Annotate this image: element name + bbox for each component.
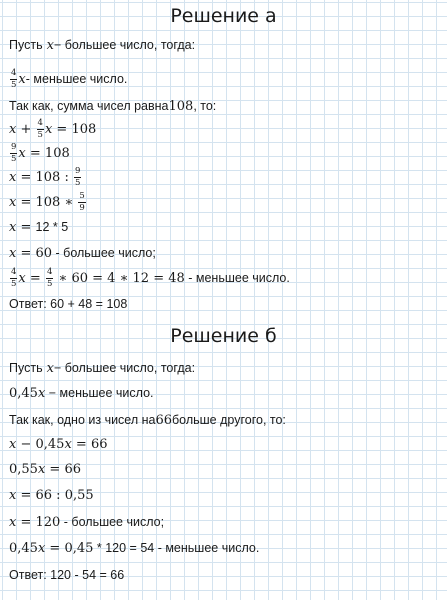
a9-text: - большее число; — [52, 246, 156, 260]
b-line-2 — [9, 381, 154, 405]
a10-num-2: 4 — [46, 266, 53, 277]
a10-text: - меньшее число. — [184, 271, 290, 285]
a3-text-1: Так как, сумма чисел равна — [9, 99, 169, 113]
a2-var: x — [18, 71, 26, 87]
a-line-3 — [9, 94, 216, 118]
b8-coef: 0,45 — [9, 540, 38, 556]
a4-eq: = 108 — [52, 121, 97, 137]
a6-num: 9 — [74, 165, 81, 176]
b4-var-a: x — [9, 436, 17, 452]
b3-number: 66 — [155, 412, 173, 428]
a2-den: 5 — [11, 79, 17, 90]
a8-eq: = — [16, 219, 36, 235]
b-line-1 — [9, 356, 195, 380]
a-line-8 — [9, 215, 68, 239]
b-line-6 — [9, 483, 94, 507]
b1-var: x — [46, 360, 54, 376]
a10-rest: ∗ 60 = 4 ∗ 12 = 48 — [54, 270, 185, 286]
a1-text-2: − большее число, тогда: — [53, 38, 196, 52]
section-b-title: Решение б — [170, 325, 277, 347]
a10-den-1: 5 — [11, 278, 17, 289]
a4-den: 5 — [37, 129, 43, 140]
b1-text-2: − большее число, тогда: — [53, 361, 196, 375]
b3-text-1: Так как, одно из чисел на — [9, 413, 156, 427]
b5-var: x — [37, 461, 46, 477]
b4-mid: − 0,45 — [16, 436, 65, 452]
b-line-8 — [9, 536, 259, 560]
a4-var-b: x — [44, 121, 53, 137]
b2-var: x — [37, 385, 46, 401]
a7-var: x — [9, 194, 17, 210]
b1-text-1: Пусть — [9, 361, 43, 375]
a6-fraction — [74, 167, 81, 188]
a5-num: 9 — [11, 141, 17, 152]
a10-fraction-1 — [10, 268, 17, 289]
b9-answer: Ответ: 120 - 54 = 66 — [9, 568, 125, 582]
a5-den: 5 — [11, 153, 17, 164]
a4-var-a: x — [9, 121, 17, 137]
b8-var: x — [37, 540, 46, 556]
b5-coef: 0,55 — [9, 461, 38, 477]
a9-var: x — [9, 245, 17, 261]
a3-number: 108 — [168, 98, 194, 114]
b7-text: - большее число; — [60, 515, 165, 529]
a11-answer: Ответ: 60 + 48 = 108 — [9, 297, 128, 311]
a2-fraction — [10, 69, 17, 90]
b3-text-2: больше другого, то: — [172, 413, 286, 427]
a10-var: x — [18, 270, 26, 286]
a6-den: 5 — [74, 177, 81, 188]
a1-var: x — [46, 37, 54, 53]
a7-fraction — [78, 192, 85, 213]
a7-eq: = 108 ∗ — [16, 194, 78, 210]
b-line-7 — [9, 510, 164, 534]
a5-fraction — [10, 143, 17, 164]
a-line-7 — [9, 190, 87, 214]
section-a-title: Решение а — [170, 5, 277, 27]
b7-var: x — [9, 514, 17, 530]
a3-text-2: , то: — [193, 99, 217, 113]
a5-eq: = 108 — [25, 145, 70, 161]
a-line-10 — [9, 266, 290, 290]
a4-op: + — [16, 121, 36, 137]
b4-var-b: x — [64, 436, 72, 452]
a4-num: 4 — [37, 117, 43, 128]
b4-eq: = 66 — [71, 436, 108, 452]
a-line-6 — [9, 165, 82, 189]
a2-text: - меньшее число. — [25, 72, 128, 86]
b8-eq: = 0,45 — [45, 540, 94, 556]
a5-var: x — [18, 145, 26, 161]
b2-text: − меньшее число. — [45, 386, 154, 400]
a10-num-1: 4 — [11, 266, 17, 277]
b2-coef: 0,45 — [9, 385, 38, 401]
b8-text: * 120 = 54 - меньшее число. — [93, 541, 260, 555]
b-line-5 — [9, 457, 81, 481]
a-line-9 — [9, 241, 156, 265]
a8-var: x — [9, 219, 17, 235]
a4-fraction — [37, 119, 44, 140]
a10-eq: = — [25, 270, 45, 286]
a7-num: 5 — [79, 190, 85, 201]
a1-text-1: Пусть — [9, 38, 43, 52]
a-line-1 — [9, 33, 195, 57]
a7-den: 9 — [79, 202, 85, 213]
a9-eq: = 60 — [16, 245, 53, 261]
a-line-11-answer — [9, 292, 127, 316]
b-line-9-answer — [9, 563, 124, 587]
b7-eq: = 120 — [16, 514, 61, 530]
b6-eq: = 66 : 0,55 — [16, 487, 94, 503]
a8-text: 12 * 5 — [35, 220, 69, 234]
a-line-5 — [9, 141, 70, 165]
b5-eq: = 66 — [45, 461, 81, 477]
a-line-2 — [9, 67, 127, 91]
a6-eq: = 108 : — [16, 169, 73, 185]
a10-fraction-2 — [46, 268, 53, 289]
a6-var: x — [9, 169, 17, 185]
a10-den-2: 5 — [46, 278, 53, 289]
a2-num: 4 — [11, 67, 17, 78]
b6-var: x — [9, 487, 17, 503]
b-line-3 — [9, 408, 286, 432]
a-line-4 — [9, 117, 96, 141]
b-line-4 — [9, 432, 108, 456]
